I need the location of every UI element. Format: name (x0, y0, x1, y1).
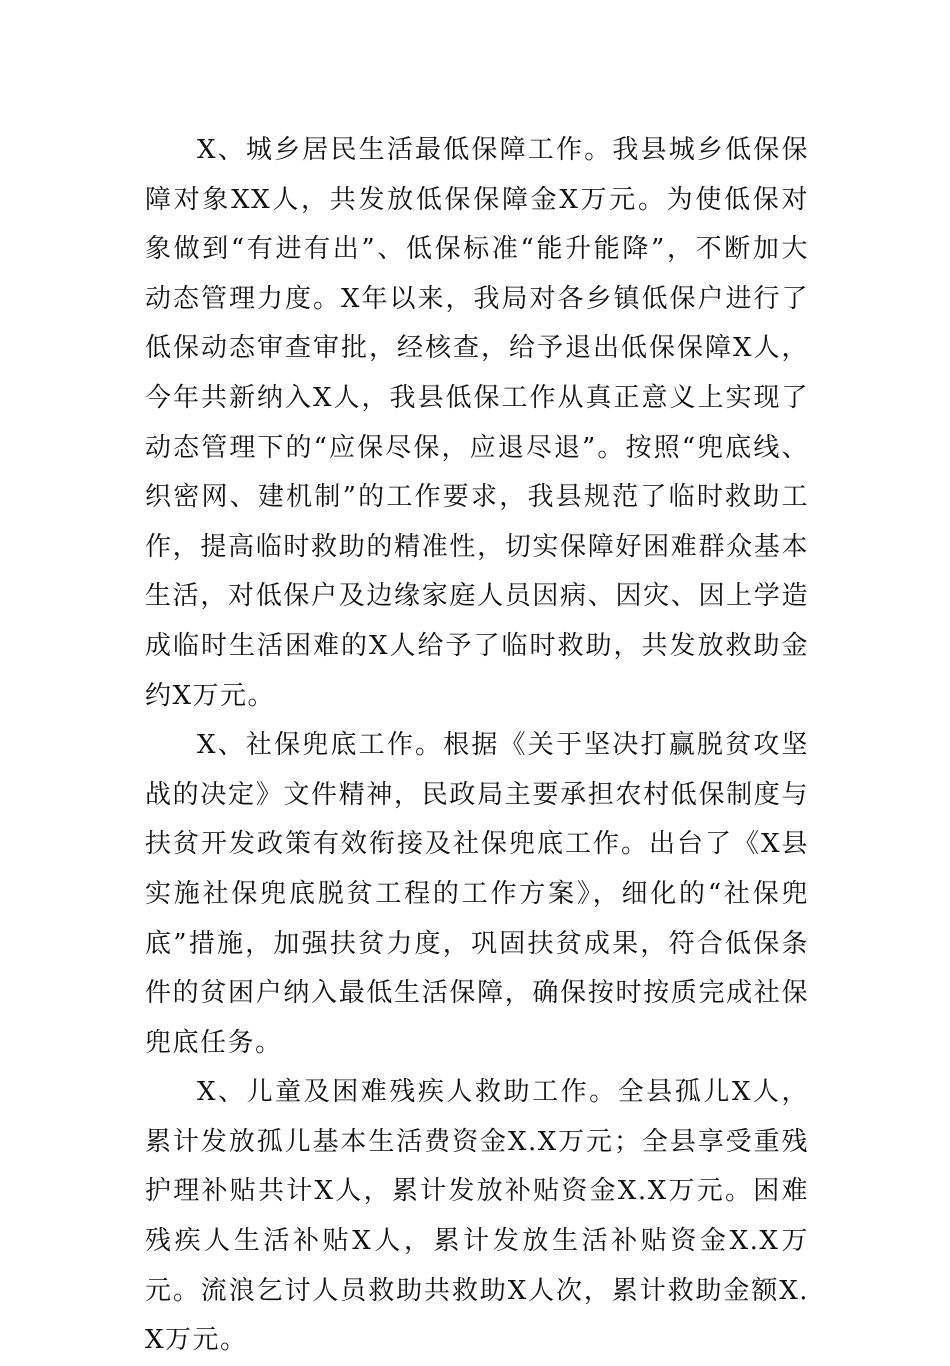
paragraph-children-disabled-assistance: X、儿童及困难残疾人救助工作。全县孤儿X人，累计发放孤儿基本生活费资金X.X万元；全县享受重残护理补贴共计X人，累计发放补贴资金X.X万元。困难残疾人生活补贴X人，累计发放生活补贴资金X.X万元。流浪乞讨人员救助共救助X人次，累计救助金额X.X万元。 (145, 1077, 809, 1356)
document-body (145, 126, 809, 1366)
paragraph-social-security-bottom-line: X、社保兜底工作。根据《关于坚决打赢脱贫攻坚战的决定》文件精神，民政局主要承担农村低保制度与扶贫开发政策有效衔接及社保兜底工作。出台了《X县实施社保兜底脱贫工程的工作方案》，细化的“社保兜底”措施，加强扶贫力度，巩固扶贫成果，符合低保条件的贫困户纳入最低生活保障，确保按时按质完成社保兜底任务。 (145, 730, 809, 1058)
paragraph-urban-rural-subsistence: X、城乡居民生活最低保障工作。我县城乡低保保障对象XX人，共发放低保保障金X万元。为使低保对象做到“有进有出”、低保标准“能升能降”，不断加大动态管理力度。X年以来，我局对各乡镇低保户进行了低保动态审查审批，经核查，给予退出低保保障X人，今年共新纳入X人，我县低保工作从真正意义上实现了动态管理下的“应保尽保，应退尽退”。按照“兜底线、织密网、建机制”的工作要求，我县规范了临时救助工作，提高临时救助的精准性，切实保障好困难群众基本生活，对低保户及边缘家庭人员因病、因灾、因上学造成临时生活困难的X人给予了临时救助，共发放救助金约X万元。 (145, 135, 809, 711)
